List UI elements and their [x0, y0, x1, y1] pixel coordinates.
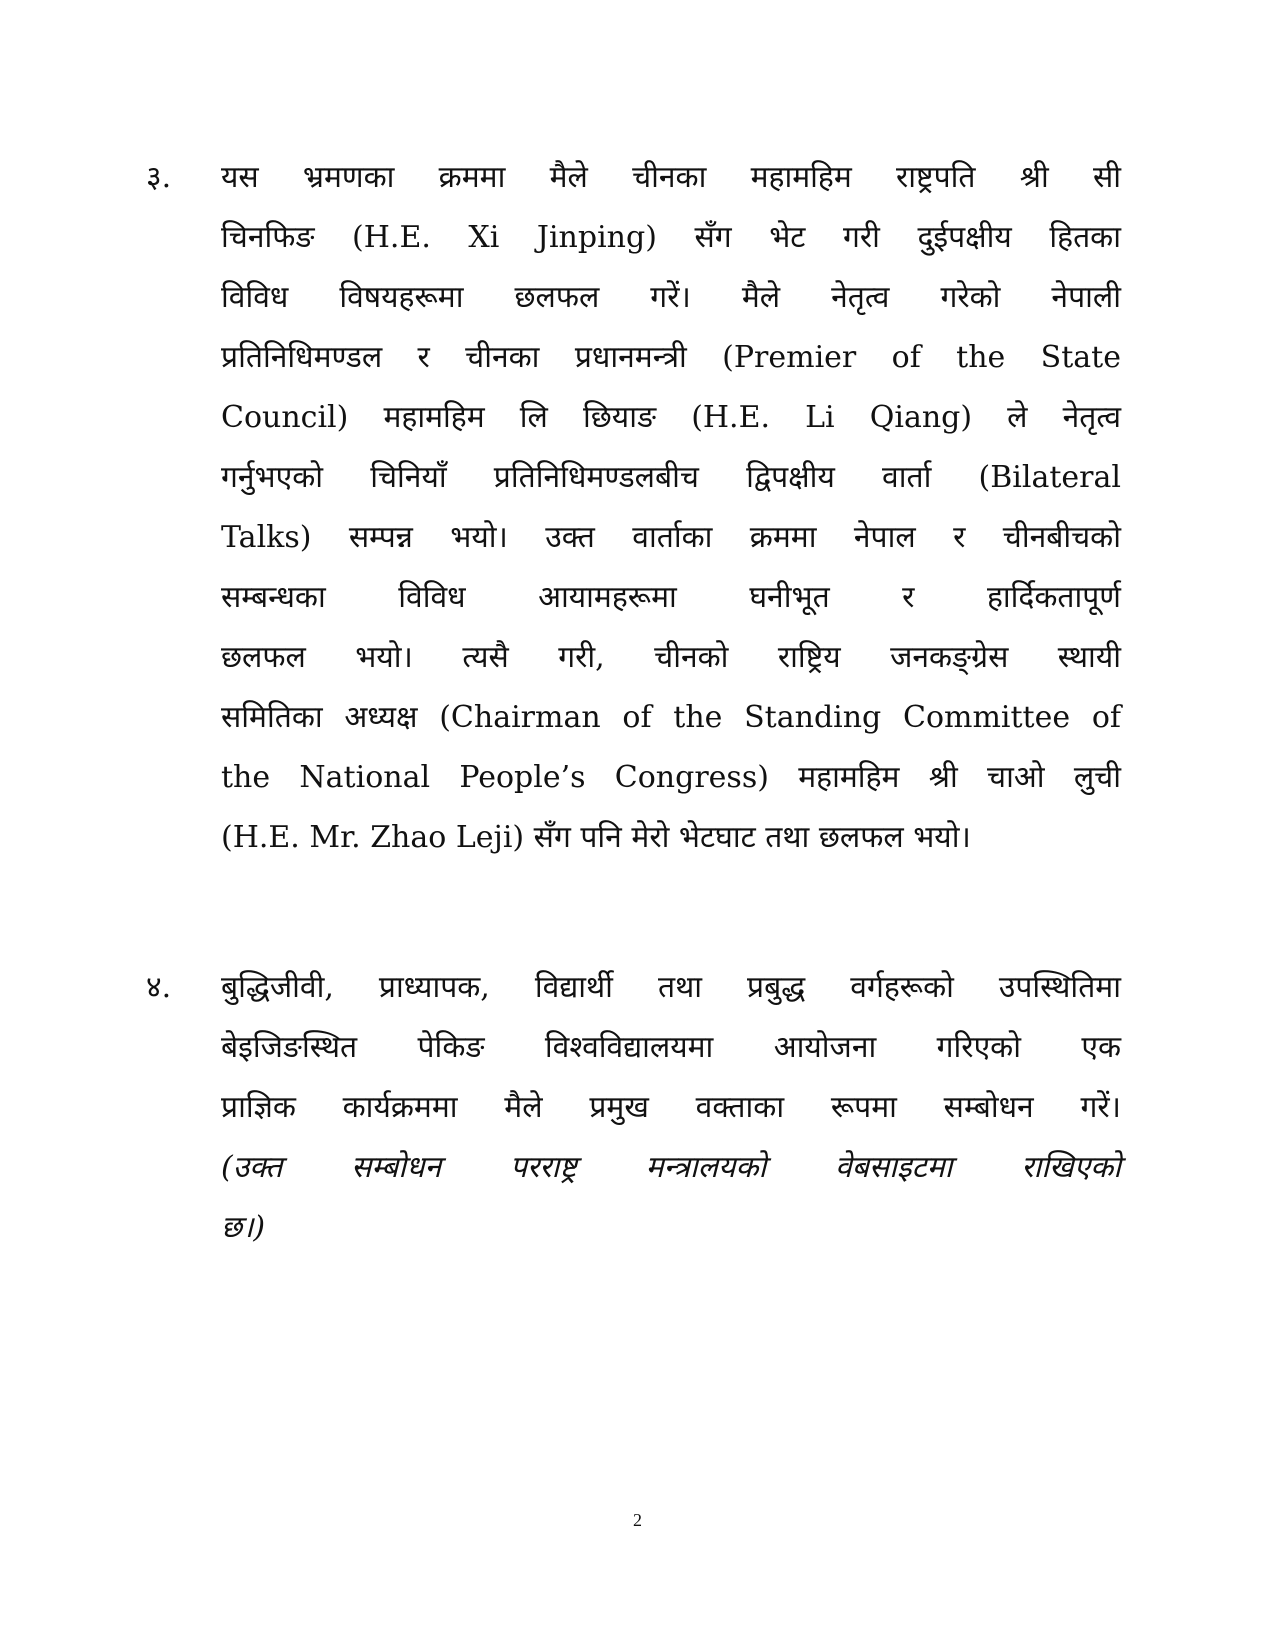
text-line-note: (उक्त सम्बोधन परराष्ट्र मन्त्रालयको वेबसाइटमा राखिएको: [221, 1150, 1121, 1185]
text-line: समितिका अध्यक्ष (Chairman of the Standing Committee of: [221, 700, 1121, 735]
text-line: गर्नुभएको चिनियाँ प्रतिनिधिमण्डलबीच द्विपक्षीय वार्ता (Bilateral: [221, 460, 1121, 495]
paragraph-body: [221, 958, 1121, 1258]
text-line: बेइजिङस्थित पेकिङ विश्वविद्यालयमा आयोजना गरिएको एक: [221, 1030, 1121, 1065]
text-line-note: छ।): [221, 1210, 266, 1245]
text-line: यस भ्रमणका क्रममा मैले चीनका महामहिम राष्ट्रपति श्री सी: [221, 160, 1121, 195]
text-line: प्रतिनिधिमण्डल र चीनका प्रधानमन्त्री (Premier of the State: [221, 340, 1121, 375]
text-line: Council) महामहिम लि छियाङ (H.E. Li Qiang) ले नेतृत्व: [221, 400, 1121, 435]
text-line: Talks) सम्पन्न भयो। उक्त वार्ताका क्रममा नेपाल र चीनबीचको: [221, 520, 1121, 555]
text-line: the National People’s Congress) महामहिम श्री चाओ लुची: [221, 760, 1121, 795]
paragraph-number: ४.: [146, 970, 172, 1005]
text-line: (H.E. Mr. Zhao Leji) सँग पनि मेरो भेटघाट तथा छलफल भयो।: [221, 820, 971, 855]
paragraph-number: ३.: [146, 160, 172, 195]
text-line: विविध विषयहरूमा छलफल गरें। मैले नेतृत्व गरेको नेपाली: [221, 280, 1121, 315]
page-number: 2: [633, 1510, 642, 1530]
text-line: सम्बन्धका विविध आयामहरूमा घनीभूत र हार्दिकतापूर्ण: [221, 580, 1121, 615]
text-line: प्राज्ञिक कार्यक्रममा मैले प्रमुख वक्ताका रूपमा सम्बोधन गरें।: [221, 1090, 1121, 1125]
paragraph-body: [221, 148, 1121, 868]
text-line: छलफल भयो। त्यसै गरी, चीनको राष्ट्रिय जनकङ्ग्रेस स्थायी: [221, 640, 1121, 675]
text-line: बुद्धिजीवी, प्राध्यापक, विद्यार्थी तथा प्रबुद्ध वर्गहरूको उपस्थितिमा: [221, 970, 1121, 1005]
text-line: चिनफिङ (H.E. Xi Jinping) सँग भेट गरी दुईपक्षीय हितका: [221, 220, 1121, 255]
